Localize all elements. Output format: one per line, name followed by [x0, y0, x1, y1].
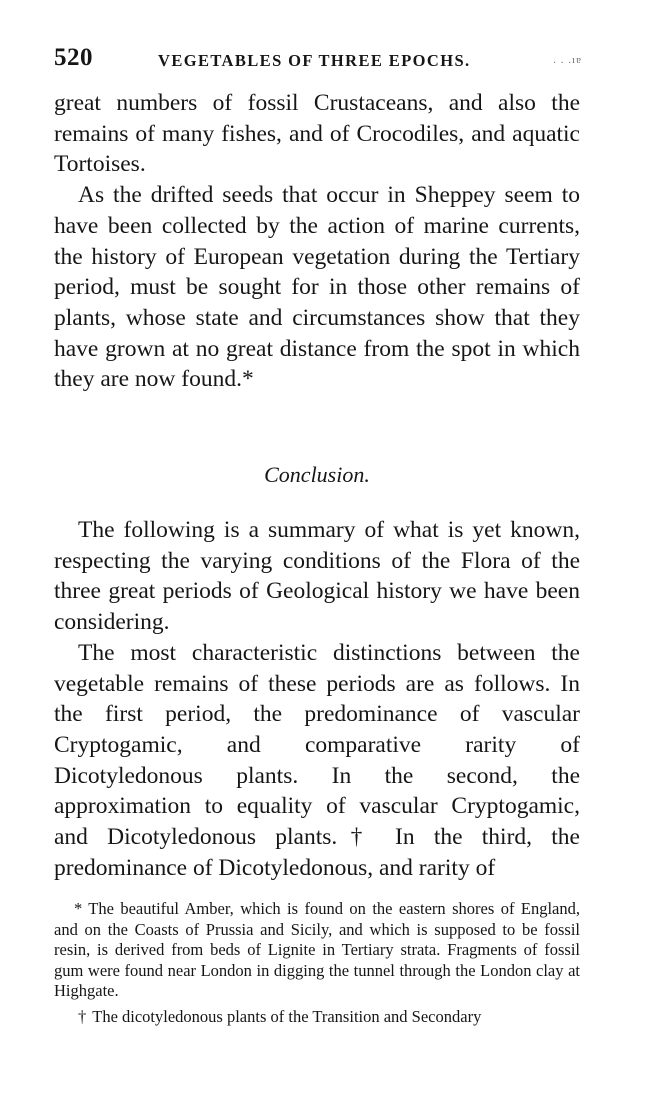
footnotes [54, 899, 580, 1027]
body-text-top [54, 88, 580, 395]
paragraph-continuation: great numbers of fossil Crustaceans, and also the remains of many fishes, and of Crocodiles, and aquatic Tortoises. [54, 90, 580, 178]
page-header [54, 44, 582, 76]
footnote-text: The dicotyledonous plants of the Transition and Secondary [92, 1006, 482, 1026]
footnote-text: The beautiful Amber, which is found on the eastern shores of England, and on the Coasts of Prussia and Sicily, and which is supposed to be fossil resin, is derived from beds of Lignite in Tertiary strata. Fragments of fossil gum were found near London in digging the tunnel through the London clay at Highgate. [54, 899, 580, 1000]
paragraph-sheppey: As the drifted seeds that occur in Sheppey seem to have been collected by the action of marine currents, the history of European vegetation during the Tertiary period, must be sought for in those other remains of plants, whose state and circumstances show that they have grown at no great distance from the spot in which they are now found.* [54, 182, 580, 393]
footnote-amber [54, 899, 580, 1002]
body-text-bottom [54, 515, 580, 883]
section-heading: Conclusion. [264, 462, 370, 487]
paragraph-distinctions: The most characteristic distinctions between the vegetable remains of these periods are as follows. In the first period, the predominance of vascular Cryptogamic, and comparative rarity of Dicotyledonous plants. In the second, the approximation to equality of vascular Cryptogamic, and Dicotyledonous plants.† In the third, the predominance of Dicotyledonous, and rarity of [54, 639, 580, 881]
header-marks: . . .ıɐ [553, 54, 582, 66]
footnote-dicotyledonous [54, 1007, 580, 1028]
paragraph-summary: The following is a summary of what is yet known, respecting the varying conditions of the Flora of the three great periods of Geological history we have been considering. [54, 517, 580, 636]
footnote-mark: * [74, 899, 83, 918]
page-number: 520 [54, 44, 93, 71]
footnote-mark: † [78, 1006, 87, 1026]
running-title: VEGETABLES OF THREE EPOCHS. [158, 51, 471, 70]
